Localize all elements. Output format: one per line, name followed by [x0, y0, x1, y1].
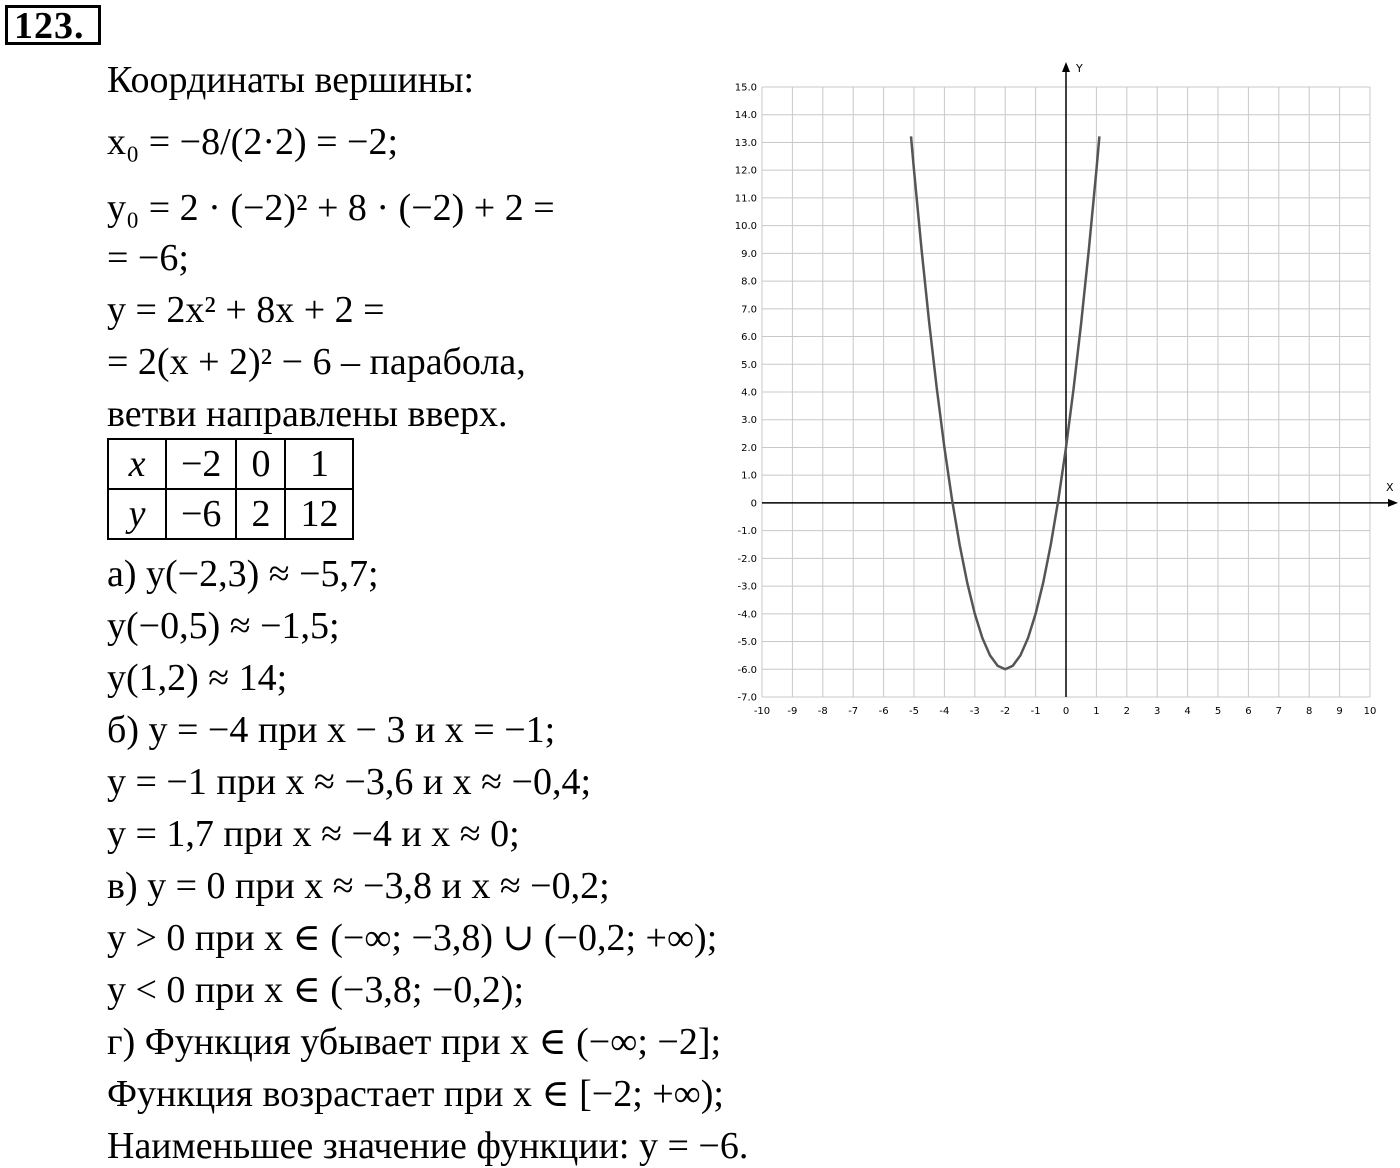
x-tick-label: 10	[1363, 706, 1377, 717]
x-tick-label: 1	[1093, 706, 1100, 717]
x-tick-label: -5	[909, 706, 919, 717]
x-tick-label: 9	[1336, 706, 1343, 717]
y-tick-label: 3.0	[741, 415, 757, 427]
y-tick-label: 13.0	[734, 137, 757, 149]
y-tick-label: 10.0	[734, 221, 757, 233]
y-tick-label: -4.0	[737, 609, 757, 621]
chart-axes	[762, 62, 1398, 697]
answer-g-3: Наименьшее значение функции: y = −6.	[107, 1125, 749, 1167]
y-tick-label: 1.0	[741, 470, 757, 482]
y-tick-label: 6.0	[741, 332, 757, 344]
chart-tick-labels	[735, 83, 1377, 718]
x-tick-label: -7	[848, 706, 859, 717]
y-tick-label: 7.0	[741, 304, 757, 316]
branches-note: ветви направлены вверх.	[107, 393, 508, 435]
x-tick-label: 0	[1062, 706, 1070, 717]
x-tick-label: 5	[1214, 706, 1222, 717]
y-tick-label: -2.0	[737, 553, 757, 565]
x-tick-label: 3	[1154, 706, 1161, 717]
table-cell: 0	[236, 439, 285, 489]
y-tick-label: 0	[750, 498, 757, 510]
y0-formula: y₀ = 2 · (−2)² + 8 · (−2) + 2 =	[107, 187, 555, 229]
x0-formula: x₀ = −8/(2·2) = −2;	[107, 121, 399, 163]
table-cell: −2	[166, 439, 236, 489]
y0-result: = −6;	[107, 237, 189, 279]
y-tick-label: 2.0	[741, 442, 757, 454]
y-tick-label: 5.0	[741, 359, 757, 371]
x-tick-label: 6	[1245, 706, 1252, 717]
x-tick-label: 7	[1275, 706, 1282, 717]
answer-g-1: г) Функция убывает при x ∈ (−∞; −2];	[107, 1021, 722, 1063]
y-tick-label: 8.0	[741, 276, 757, 288]
y-tick-label: 4.0	[741, 387, 757, 399]
x-tick-label: -3	[969, 706, 980, 717]
y-tick-label: 12.0	[734, 165, 757, 177]
y-axis-label: Y	[1076, 62, 1083, 75]
answer-v-2: y > 0 при x ∈ (−∞; −3,8) ∪ (−0,2; +∞);	[107, 917, 718, 959]
y-tick-label: -3.0	[737, 581, 757, 593]
answer-g-2: Функция возрастает при x ∈ [−2; +∞);	[107, 1073, 724, 1115]
answer-a-3: y(1,2) ≈ 14;	[107, 657, 288, 699]
x-axis-label: X	[1386, 481, 1394, 494]
x-tick-label: -1	[1030, 706, 1041, 717]
y-tick-label: 11.0	[734, 193, 757, 205]
function-formula: y = 2x² + 8x + 2 =	[107, 289, 385, 331]
y-tick-label: -5.0	[737, 637, 757, 649]
x-tick-label: 8	[1306, 706, 1313, 717]
x-tick-label: 2	[1123, 706, 1130, 717]
x-tick-label: 4	[1184, 706, 1191, 717]
y-tick-label: 14.0	[734, 110, 757, 122]
y-tick-label: 15.0	[734, 82, 757, 94]
answer-b-3: y = 1,7 при x ≈ −4 и x ≈ 0;	[107, 813, 520, 855]
x-tick-label: -2	[1000, 706, 1011, 717]
y-axis-arrow	[1062, 62, 1070, 72]
problem-number: 123.	[5, 5, 101, 45]
answer-b-2: y = −1 при x ≈ −3,6 и x ≈ −0,4;	[107, 761, 591, 803]
y-tick-label: -1.0	[737, 526, 757, 538]
table-cell: −6	[166, 489, 236, 539]
x-tick-label: -6	[878, 706, 889, 717]
y-tick-label: -6.0	[737, 664, 757, 676]
vertex-form: = 2(x + 2)² − 6 – парабола,	[107, 341, 526, 383]
vertex-heading: Координаты вершины:	[107, 59, 475, 101]
answer-a-2: y(−0,5) ≈ −1,5;	[107, 605, 340, 647]
table-cell: 1	[285, 439, 353, 489]
table-cell: 12	[285, 489, 353, 539]
x-tick-label: -4	[939, 706, 950, 717]
y-tick-label: 9.0	[741, 248, 757, 260]
x-tick-label: -8	[817, 706, 828, 717]
answer-b-1: б) y = −4 при x − 3 и x = −1;	[107, 709, 556, 751]
table-cell: 2	[236, 489, 285, 539]
x-axis-arrow	[1388, 499, 1398, 507]
x-tick-label: -9	[787, 706, 798, 717]
table-x-label: x	[108, 439, 166, 489]
y-tick-label: -7.0	[737, 692, 757, 704]
x-tick-label: -10	[753, 706, 771, 717]
answer-v-3: y < 0 при x ∈ (−3,8; −0,2);	[107, 969, 525, 1011]
table-y-label: y	[108, 489, 166, 539]
answer-v-1: в) y = 0 при x ≈ −3,8 и x ≈ −0,2;	[107, 865, 610, 907]
answer-a-1: а) y(−2,3) ≈ −5,7;	[107, 553, 379, 595]
